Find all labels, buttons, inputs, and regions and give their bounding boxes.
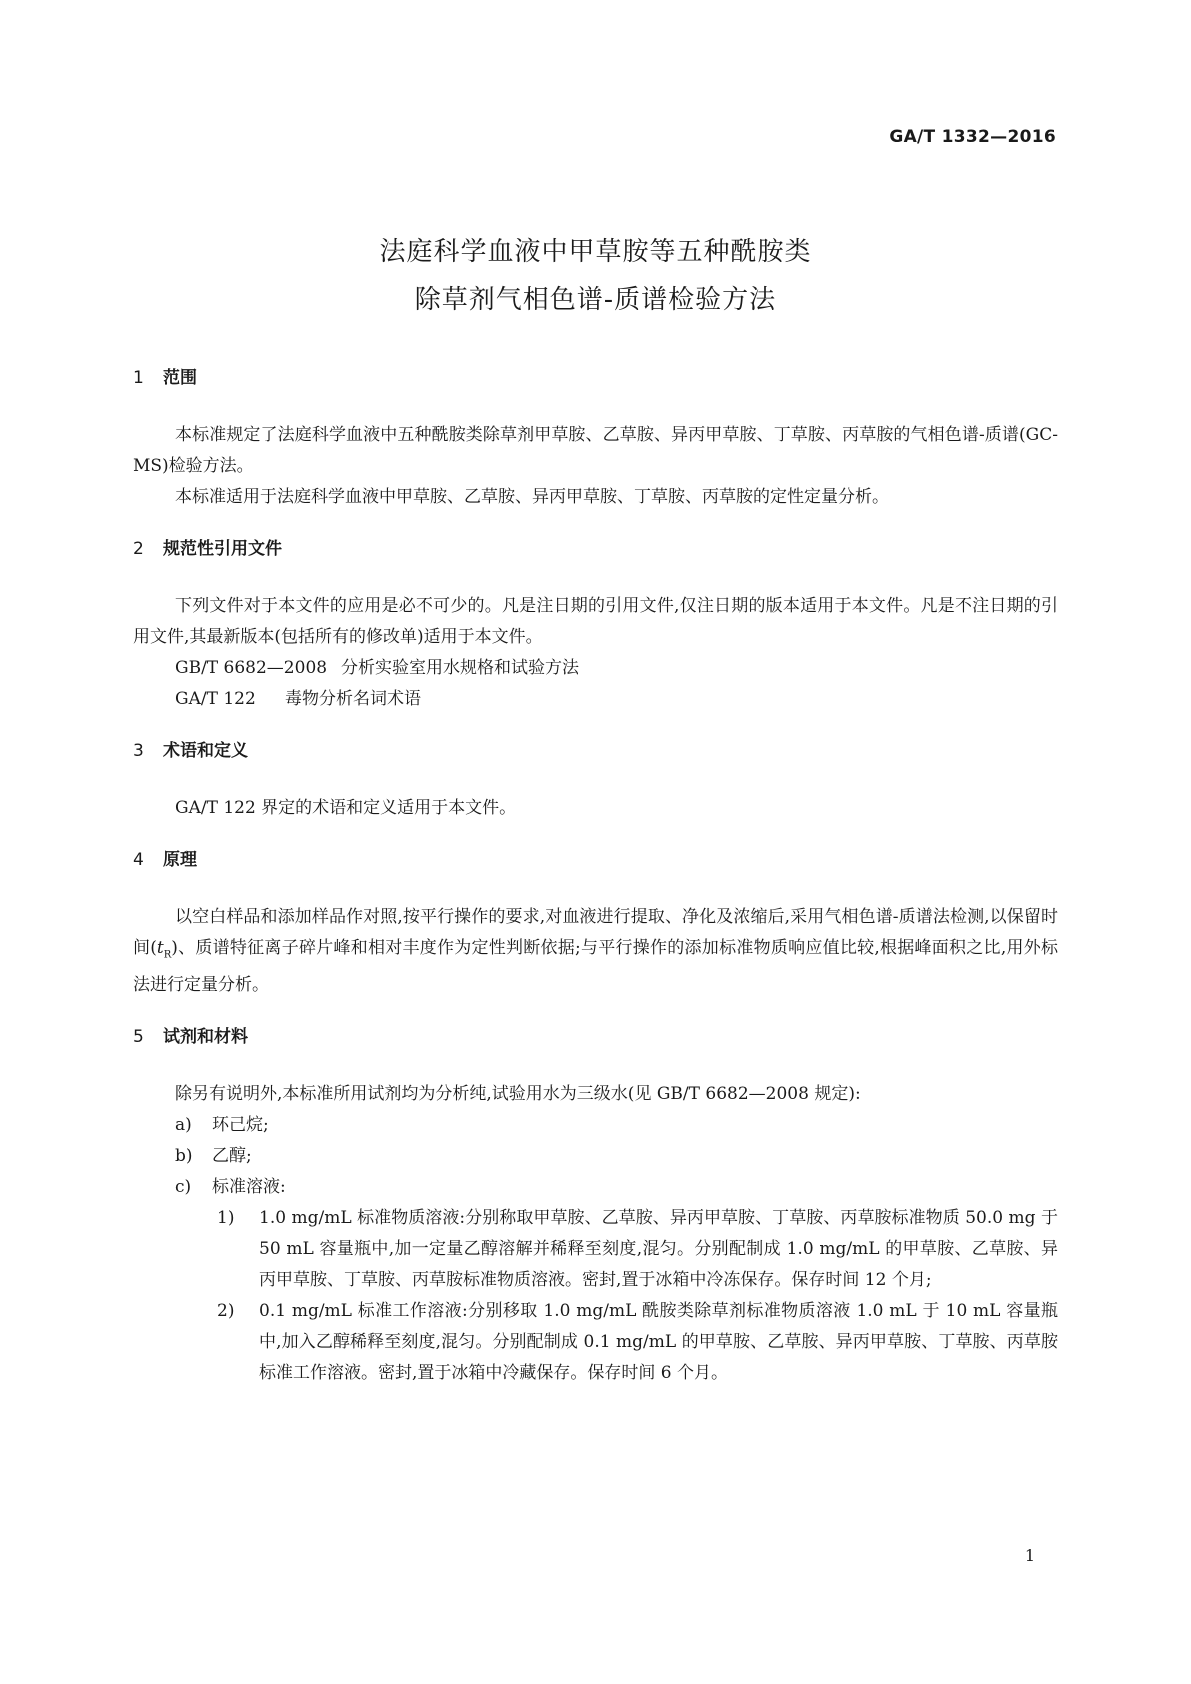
list-marker: a) [175,1115,192,1136]
list-text: 0.1 mg/mL 标准工作溶液:分别移取 1.0 mg/mL 酰胺类除草剂标准物质溶液 1.0 mL 于 10 mL 容量瓶中,加入乙醇稀释至刻度,混匀。分别配制成 0.1 mg/mL 的甲草胺、乙草胺、异丙甲草胺、丁草胺、丙草胺标准工作溶液。密封,置于冰箱中冷藏保存。保存时间 6 个月。 [259,1301,1058,1384]
section-number: 2 [133,539,144,559]
list-item [133,1141,1058,1172]
reference-item [133,653,1058,684]
reference-code: GB/T 6682—2008 [175,658,328,678]
reference-title: 毒物分析名词术语 [285,689,421,709]
paragraph: 本标准规定了法庭科学血液中五种酰胺类除草剂甲草胺、乙草胺、异丙甲草胺、丁草胺、丙草胺的气相色谱-质谱(GC-MS)检验方法。 [133,425,1058,476]
document-title [0,228,1191,324]
paragraph-text: 以空白样品和添加样品作对照,按平行操作的要求,对血液进行提取、净化及浓缩后,采用气相色谱-质谱法检测,以保留时间( [133,907,1058,958]
paragraph: 本标准适用于法庭科学血液中甲草胺、乙草胺、异丙甲草胺、丁草胺、丙草胺的定性定量分析。 [175,487,889,507]
list-text: 1.0 mg/mL 标准物质溶液:分别称取甲草胺、乙草胺、异丙甲草胺、丁草胺、丙草胺标准物质 50.0 mg 于 50 mL 容量瓶中,加一定量乙醇溶解并稀释至刻度,混匀。分别配制成 1.0 mg/mL 的甲草胺、乙草胺、异丙甲草胺、丁草胺、丙草胺标准物质溶液。密封,置于冰箱中冷冻保存。保存时间 12 个月; [259,1208,1058,1291]
section-title: 规范性引用文件 [163,539,282,559]
section-title: 术语和定义 [163,741,248,761]
section-number: 3 [133,741,144,761]
section-heading-scope [133,366,1058,390]
section-number: 4 [133,850,144,870]
reference-title: 分析实验室用水规格和试验方法 [341,658,579,678]
list-item [133,1172,1058,1203]
section-heading-terms [133,739,1058,763]
document-body [133,366,1058,1389]
title-line-1: 法庭科学血液中甲草胺等五种酰胺类 [379,237,812,267]
section-title: 范围 [163,368,197,388]
section-heading-normative-references [133,537,1058,561]
list-marker: b) [175,1146,193,1167]
sub-list-item [133,1203,1058,1296]
paragraph-text: )、质谱特征离子碎片峰和相对丰度作为定性判断依据;与平行操作的添加标准物质响应值比较,根据峰面积之比,用外标法进行定量分析。 [133,938,1058,996]
reference-code: GA/T 122 [175,689,256,709]
list-marker: 1) [217,1208,235,1229]
retention-time-subscript: R [163,949,172,961]
paragraph: GA/T 122 界定的术语和定义适用于本文件。 [175,798,517,818]
list-text: 乙醇; [212,1146,252,1167]
list-marker: c) [175,1177,192,1198]
page-number: 1 [1024,1546,1035,1565]
paragraph: 除另有说明外,本标准所用试剂均为分析纯,试验用水为三级水(见 GB/T 6682—2008 规定): [175,1084,861,1105]
document-code: GA/T 1332—2016 [889,127,1056,147]
section-title: 试剂和材料 [163,1027,248,1048]
section-heading-reagents [133,1025,1058,1049]
title-line-2: 除草剂气相色谱-质谱检验方法 [414,285,777,315]
sub-list-item [133,1296,1058,1389]
list-marker: 2) [217,1301,235,1322]
section-title: 原理 [163,850,197,870]
list-item [133,1110,1058,1141]
reference-item [133,684,1058,715]
list-text: 环己烷; [212,1115,269,1136]
paragraph: 下列文件对于本文件的应用是必不可少的。凡是注日期的引用文件,仅注日期的版本适用于本文件。凡是不注日期的引用文件,其最新版本(包括所有的修改单)适用于本文件。 [133,596,1058,647]
list-text: 标准溶液: [212,1177,286,1198]
section-number: 5 [133,1027,144,1048]
section-number: 1 [133,368,144,388]
retention-time-symbol: t [156,938,164,958]
paragraph [133,902,1058,1001]
section-heading-principle [133,848,1058,872]
